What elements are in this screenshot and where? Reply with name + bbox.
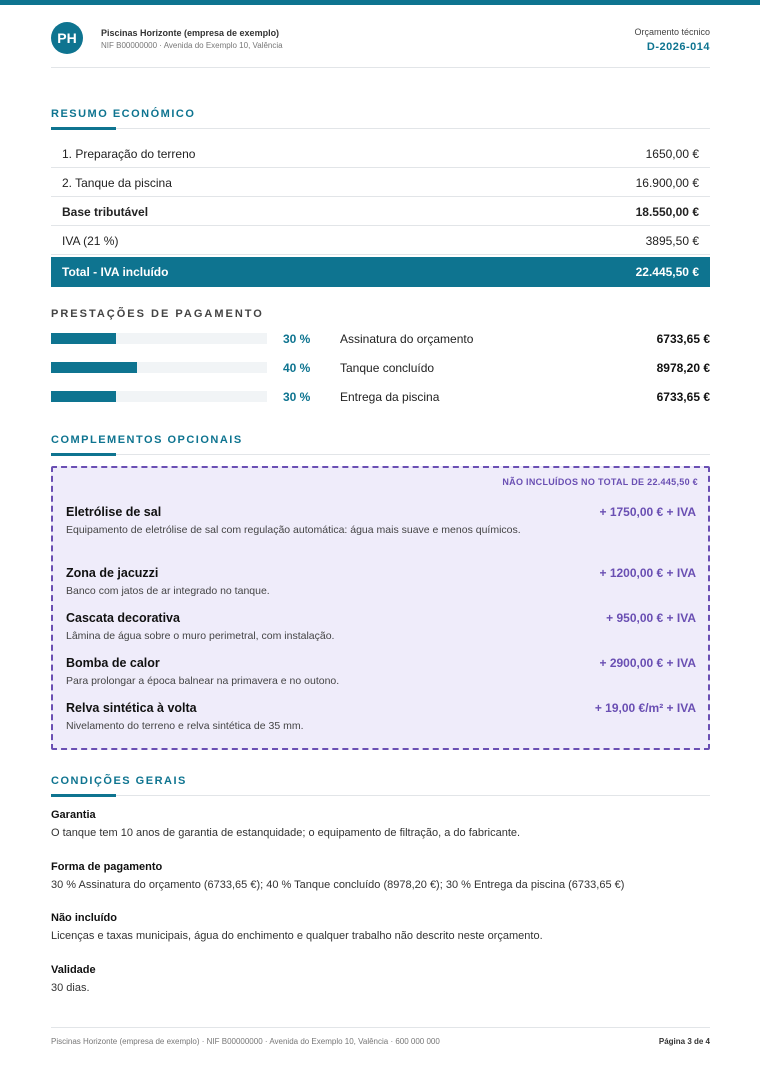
page-number: Página 3 de 4 <box>658 1037 710 1046</box>
document-footer <box>51 1027 710 1052</box>
optional-item-name: Eletrólise de sal <box>66 505 162 519</box>
optional-item <box>66 701 696 734</box>
optional-item-description: Equipamento de eletrólise de sal com regulação automática: água mais suave e menos químicos. <box>66 524 521 536</box>
condition-text: 30 % Assinatura do orçamento (6733,65 €); 40 % Tanque concluído (8978,20 €); 30 % Entrega da piscina (6733,65 €) <box>51 879 625 891</box>
summary-row-value: 18.550,00 € <box>635 205 699 219</box>
section-title-text: COMPLEMENTOS OPCIONAIS <box>51 434 243 446</box>
section-title-text: CONDIÇÕES GERAIS <box>51 775 187 787</box>
optional-item-price: + 1200,00 € + IVA <box>599 566 696 580</box>
condition-text: Licenças e taxas municipais, água do enchimento e qualquer trabalho não descrito neste orçamento. <box>51 930 543 942</box>
document-type: Orçamento técnico <box>634 27 710 37</box>
optional-extras-box <box>51 466 710 750</box>
condition-item <box>51 809 710 839</box>
summary-row-value: 3895,50 € <box>645 234 699 248</box>
condition-title: Não incluído <box>51 912 117 924</box>
company-details: NIF B00000000 · Avenida do Exemplo 10, Valência <box>101 41 283 50</box>
total-label: Total - IVA incluído <box>62 265 169 279</box>
optional-item-price: + 19,00 €/m² + IVA <box>594 701 696 715</box>
company-name: Piscinas Horizonte (empresa de exemplo) <box>101 28 280 38</box>
installment-progress-fill <box>51 362 137 373</box>
installment-percent: 30 % <box>283 332 311 346</box>
summary-row-label: Base tributável <box>62 205 149 219</box>
summary-row-vat <box>51 226 710 255</box>
installment-progress-track <box>51 391 267 402</box>
optional-item-price: + 1750,00 € + IVA <box>599 505 696 519</box>
installment-row <box>51 331 710 347</box>
summary-row-value: 16.900,00 € <box>635 176 699 190</box>
condition-text: 30 dias. <box>51 982 90 994</box>
summary-row <box>51 168 710 197</box>
section-title-text: RESUMO ECONÓMICO <box>51 108 196 120</box>
optional-item-price: + 950,00 € + IVA <box>606 611 696 625</box>
optional-item-name: Bomba de calor <box>66 656 160 670</box>
optional-item-description: Para prolongar a época balnear na primavera e no outono. <box>66 675 340 687</box>
installment-amount: 6733,65 € <box>656 390 710 404</box>
installment-row <box>51 360 710 376</box>
installment-percent: 40 % <box>283 361 311 375</box>
condition-title: Forma de pagamento <box>51 861 163 873</box>
optional-item <box>66 566 696 599</box>
summary-total-row <box>51 257 710 287</box>
summary-row <box>51 139 710 168</box>
summary-row-label: IVA (21 %) <box>62 234 119 248</box>
summary-row-value: 1650,00 € <box>645 147 699 161</box>
installment-description: Tanque concluído <box>340 361 435 375</box>
optional-item <box>66 611 696 644</box>
optional-item-name: Zona de jacuzzi <box>66 566 159 580</box>
total-value: 22.445,50 € <box>635 265 699 279</box>
optional-item-description: Lâmina de água sobre o muro perimetral, com instalação. <box>66 630 335 642</box>
optional-item <box>66 656 696 689</box>
section-title-summary <box>51 108 710 129</box>
document-number: D-2026-014 <box>646 41 710 53</box>
condition-item <box>51 912 710 942</box>
condition-title: Garantia <box>51 809 96 821</box>
company-logo: PH <box>51 22 83 54</box>
optional-item <box>66 505 696 538</box>
condition-item <box>51 861 710 891</box>
section-underline <box>51 453 116 456</box>
section-title-options <box>51 434 710 455</box>
section-underline <box>51 127 116 130</box>
installment-progress-track <box>51 362 267 373</box>
summary-row-label: 1. Preparação do terreno <box>62 147 196 161</box>
installment-amount: 8978,20 € <box>656 361 710 375</box>
installment-progress-track <box>51 333 267 344</box>
installment-progress-fill <box>51 333 116 344</box>
condition-item <box>51 964 710 994</box>
optional-item-name: Cascata decorativa <box>66 611 180 625</box>
condition-title: Validade <box>51 964 96 976</box>
condition-text: O tanque tem 10 anos de garantia de estanquidade; o equipamento de filtração, a do fabricante. <box>51 827 521 839</box>
optional-item-price: + 2900,00 € + IVA <box>599 656 696 670</box>
summary-row-label: 2. Tanque da piscina <box>62 176 172 190</box>
installment-description: Assinatura do orçamento <box>340 332 474 346</box>
section-title-conditions <box>51 775 710 796</box>
installment-progress-fill <box>51 391 116 402</box>
installment-row <box>51 389 710 405</box>
summary-table <box>51 139 710 287</box>
optional-item-name: Relva sintética à volta <box>66 701 197 715</box>
installment-percent: 30 % <box>283 390 311 404</box>
installments-title: PRESTAÇÕES DE PAGAMENTO <box>51 308 264 320</box>
footer-company-info: Piscinas Horizonte (empresa de exemplo) · NIF B00000000 · Avenida do Exemplo 10, Valência · 600 000 000 <box>51 1037 440 1046</box>
installment-amount: 6733,65 € <box>656 332 710 346</box>
optional-item-description: Nivelamento do terreno e relva sintética de 35 mm. <box>66 720 304 732</box>
top-accent-bar <box>0 0 760 5</box>
section-underline <box>51 794 116 797</box>
summary-row-tax-base <box>51 197 710 226</box>
installment-description: Entrega da piscina <box>340 390 440 404</box>
optional-extras-note: NÃO INCLUÍDOS NO TOTAL DE 22.445,50 € <box>502 477 698 487</box>
optional-item-description: Banco com jatos de ar integrado no tanque. <box>66 585 270 597</box>
document-header <box>51 22 710 68</box>
